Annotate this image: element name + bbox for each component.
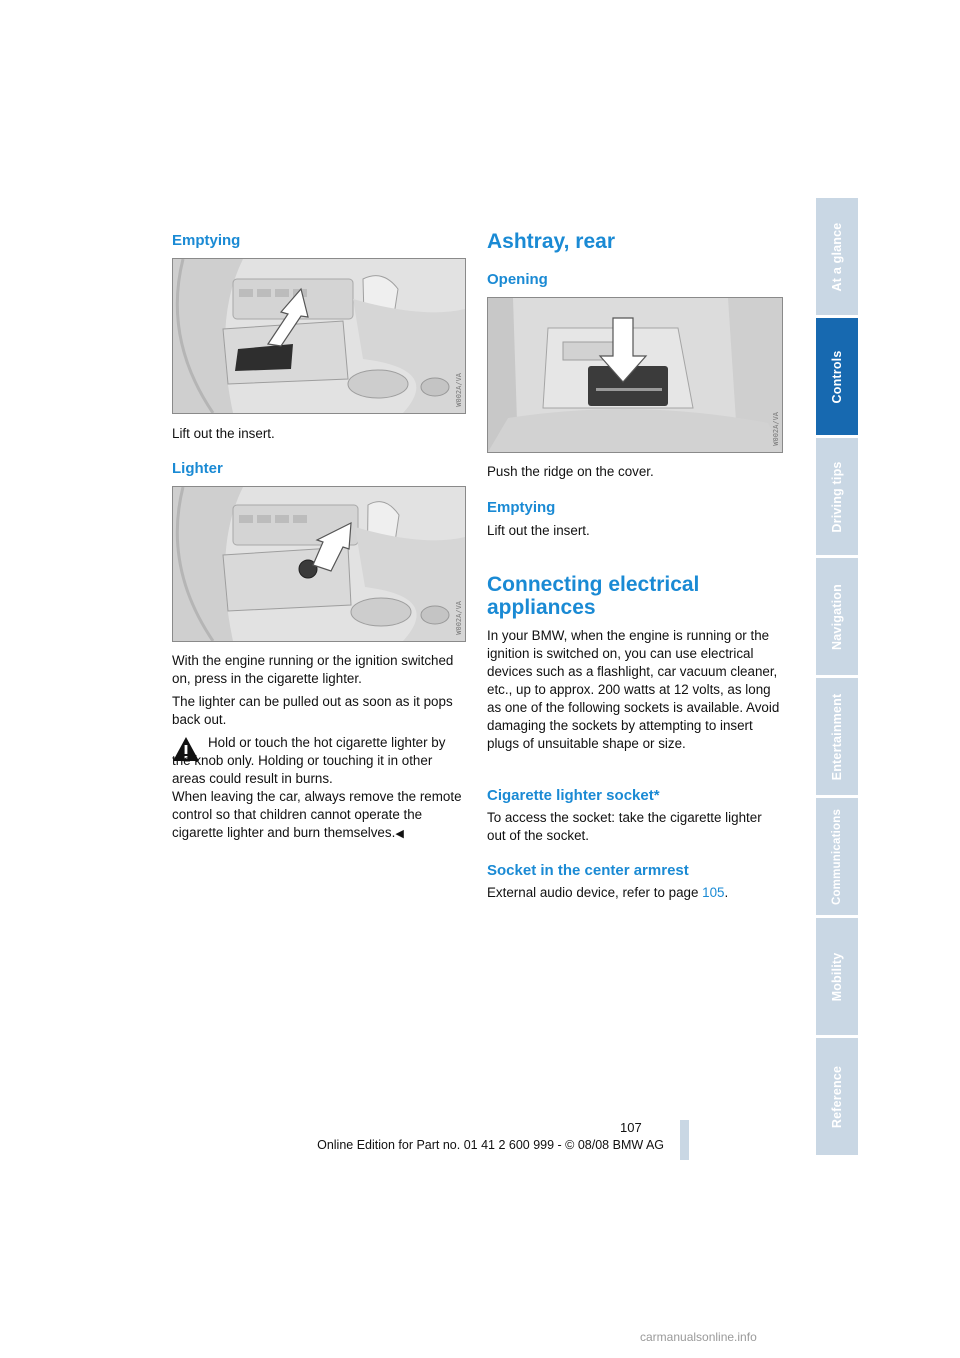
end-mark: ◀ [395, 828, 404, 840]
ashtray-insert-photo [172, 258, 466, 414]
tab-at-a-glance[interactable]: At a glance [816, 198, 858, 315]
photo-code: W002A/VA [455, 373, 463, 407]
socket-text: To access the socket: take the cigarette lighter out of the socket. [487, 810, 762, 843]
rear-ashtray-photo [487, 297, 783, 453]
footer-bar [680, 1120, 689, 1160]
opening-text: Push the ridge on the cover. [487, 464, 654, 479]
tab-entertainment[interactable]: Entertainment [816, 678, 858, 795]
tab-navigation[interactable]: Navigation [816, 558, 858, 675]
lighter-popout-text: The lighter can be pulled out as soon as it pops back out. [172, 694, 453, 727]
tab-controls[interactable]: Controls [816, 318, 858, 435]
cigarette-lighter-photo [172, 486, 466, 642]
emptying-text: Lift out the insert. [172, 426, 275, 441]
center-armrest-socket-heading: Socket in the center armrest [487, 862, 689, 879]
page-number: 107 [620, 1120, 642, 1135]
opening-heading: Opening [487, 271, 548, 288]
warning-text: Hold or touch the hot cigarette lighter by the knob only. Holding or touching it in other areas could result in burns. [172, 735, 446, 786]
edition-footer: Online Edition for Part no. 01 41 2 600 999 - © 08/08 BMW AG [317, 1138, 664, 1152]
photo-code: W002A/VA [455, 601, 463, 635]
emptying-heading: Emptying [172, 232, 241, 249]
armrest-text: External audio device, refer to page 105. [487, 885, 729, 900]
tab-communications[interactable]: Communications [816, 798, 858, 915]
connecting-appliances-heading: Connecting electrical appliances [487, 573, 700, 619]
tab-reference[interactable]: Reference [816, 1038, 858, 1155]
site-watermark: carmanualsonline.info [640, 1330, 757, 1344]
emptying-text-rear: Lift out the insert. [487, 523, 590, 538]
tab-driving-tips[interactable]: Driving tips [816, 438, 858, 555]
chapter-tabs [816, 198, 858, 1158]
connecting-text: In your BMW, when the engine is running or the ignition is switched on, you can use electrical devices such as a flashlight, car vacuum cleaner, etc., up to approx. 200 watts at 12 volts, as long as one of the following sockets is available. Avoid damaging the sockets by attempting to insert plugs of unsuitable shape or size. [487, 628, 780, 751]
photo-code: W002A/VA [772, 412, 780, 446]
tab-mobility[interactable]: Mobility [816, 918, 858, 1035]
lighter-instructions: With the engine running or the ignition switched on, press in the cigarette lighter. [172, 653, 454, 686]
ashtray-rear-heading: Ashtray, rear [487, 230, 616, 253]
cigarette-lighter-socket-heading: Cigarette lighter socket* [487, 787, 660, 804]
emptying-heading-rear: Emptying [487, 499, 556, 516]
page-105-link[interactable]: 105 [702, 885, 725, 900]
lighter-heading: Lighter [172, 460, 223, 477]
warning-text-continued: When leaving the car, always remove the remote control so that children cannot operate the cigarette lighter and burn themselves.◀ [172, 789, 462, 840]
